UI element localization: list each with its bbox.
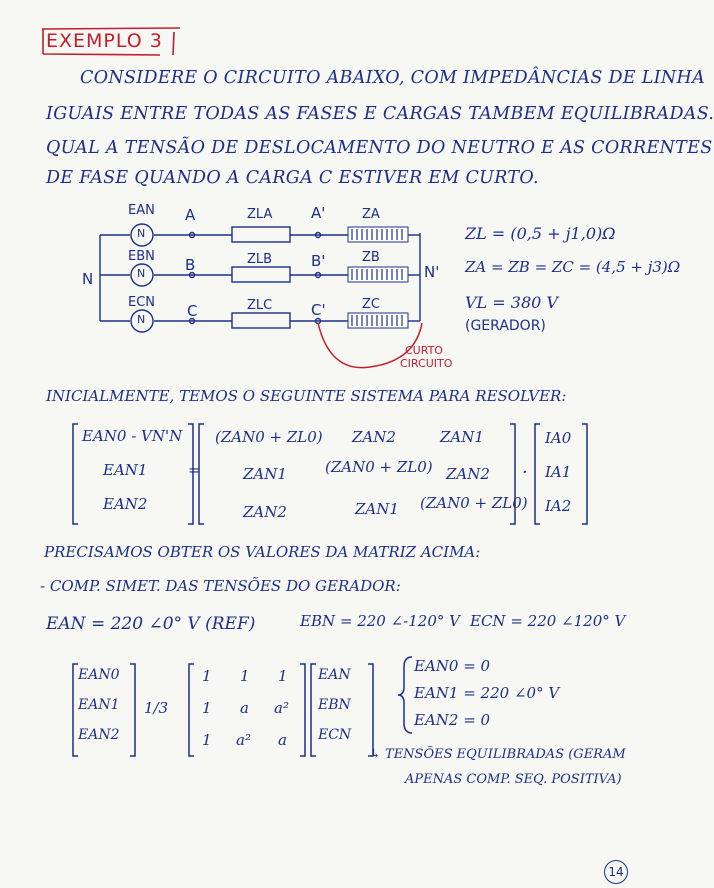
node-label-n-prime: N' (424, 263, 440, 281)
load-impedance-b: ZB (362, 250, 380, 265)
rhs-row-3: IA2 (545, 497, 572, 515)
lhs-row-1: EAN0 - VN'N (82, 427, 183, 445)
a23: a² (274, 699, 289, 717)
section-values-heading: PRECISAMOS OBTER OS VALORES DA MATRIZ ACIMA: (44, 543, 481, 561)
m23: ZAN2 (446, 465, 490, 483)
node-label-n: N (82, 270, 94, 288)
example-title: EXEMPLO 3 (46, 30, 163, 52)
m31: ZAN2 (243, 503, 287, 521)
circuit-diagram (70, 195, 453, 375)
line-impedance-a: ZLA (247, 207, 273, 222)
sym-fraction: 1/3 (144, 699, 169, 717)
rhs-row-2: IA1 (545, 463, 572, 481)
sym-rhs-3: ECN (318, 727, 352, 743)
result-brace (396, 655, 416, 735)
m22: (ZAN0 + ZL0) (325, 458, 433, 476)
sym-lhs-1: EAN0 (78, 667, 120, 683)
given-zloads: ZA = ZB = ZC = (4,5 + j3)Ω (465, 258, 681, 276)
a32: a² (236, 731, 251, 749)
line-impedance-b: ZLB (247, 252, 273, 267)
source-symbol-a: N (137, 227, 146, 240)
load-impedance-a: ZA (362, 207, 380, 222)
source-label-c: ECN (128, 295, 156, 310)
a12: 1 (240, 667, 250, 685)
rhs-row-1: IA0 (545, 429, 572, 447)
node-label-b-prime: B' (311, 252, 326, 270)
section-symmetric-heading: - COMP. SIMET. DAS TENSÕES DO GERADOR: (40, 577, 401, 595)
intro-line-3: QUAL A TENSÃO DE DESLOCAMENTO DO NEUTRO E AS CORRENTES (46, 138, 713, 158)
node-label-a-prime: A' (311, 204, 326, 222)
source-symbol-b: N (137, 267, 146, 280)
m12: ZAN2 (352, 428, 396, 446)
a33: a (278, 731, 287, 749)
line-impedance-c: ZLC (247, 298, 273, 313)
lhs-row-2: EAN1 (103, 461, 148, 479)
sym-rhs-2: EBN (318, 697, 351, 713)
intro-line-4: DE FASE QUANDO A CARGA C ESTIVER EM CURTO. (46, 168, 539, 188)
page-number: 14 (604, 860, 628, 884)
sym-lhs-3: EAN2 (78, 727, 120, 743)
m11: (ZAN0 + ZL0) (215, 428, 323, 446)
short-circuit-label-2: CIRCUITO (400, 357, 453, 370)
result-ean1: EAN1 = 220 ∠0° V (414, 684, 560, 702)
m13: ZAN1 (440, 428, 484, 446)
source-label-a: EAN (128, 203, 155, 218)
short-circuit-label-1: CURTO (405, 344, 443, 357)
a11: 1 (202, 667, 212, 685)
section-system-heading: INICIALMENTE, TEMOS O SEGUINTE SISTEMA PARA RESOLVER: (46, 387, 567, 405)
given-zl: ZL = (0,5 + j1,0)Ω (465, 224, 616, 243)
lhs-row-3: EAN2 (103, 495, 148, 513)
source-label-b: EBN (128, 249, 155, 264)
note-line-1: ↳ TENSÕES EQUILIBRADAS (GERAM (370, 747, 626, 762)
sym-rhs-1: EAN (318, 667, 351, 683)
a22: a (240, 699, 249, 717)
a21: 1 (202, 699, 212, 717)
multiply-dot: · (522, 462, 528, 483)
given-vl: VL = 380 V (465, 293, 558, 312)
equals-sign: = (188, 461, 201, 479)
result-ean2: EAN2 = 0 (414, 711, 491, 729)
given-vl-note: (GERADOR) (465, 318, 546, 334)
result-ean0: EAN0 = 0 (414, 657, 491, 675)
node-label-a: A (185, 206, 196, 224)
m32: ZAN1 (355, 500, 399, 518)
intro-line-2: IGUAIS ENTRE TODAS AS FASES E CARGAS TAMBEM EQUILIBRADAS. (46, 104, 714, 124)
m21: ZAN1 (243, 465, 287, 483)
source-ebn: EBN = 220 ∠-120° V (300, 612, 460, 630)
note-line-2: APENAS COMP. SEQ. POSITIVA) (405, 772, 622, 787)
intro-line-1: CONSIDERE O CIRCUITO ABAIXO, COM IMPEDÂNCIAS DE LINHA (80, 68, 706, 88)
load-impedance-c: ZC (362, 297, 380, 312)
node-label-c: C (187, 302, 198, 320)
source-ean: EAN = 220 ∠0° V (REF) (46, 614, 256, 634)
source-symbol-c: N (137, 313, 146, 326)
sym-lhs-2: EAN1 (78, 697, 120, 713)
node-label-b: B (185, 256, 196, 274)
node-label-c-prime: C' (311, 301, 326, 319)
a13: 1 (278, 667, 288, 685)
m33: (ZAN0 + ZL0) (420, 494, 528, 512)
source-ecn: ECN = 220 ∠120° V (470, 612, 626, 630)
a31: 1 (202, 731, 212, 749)
